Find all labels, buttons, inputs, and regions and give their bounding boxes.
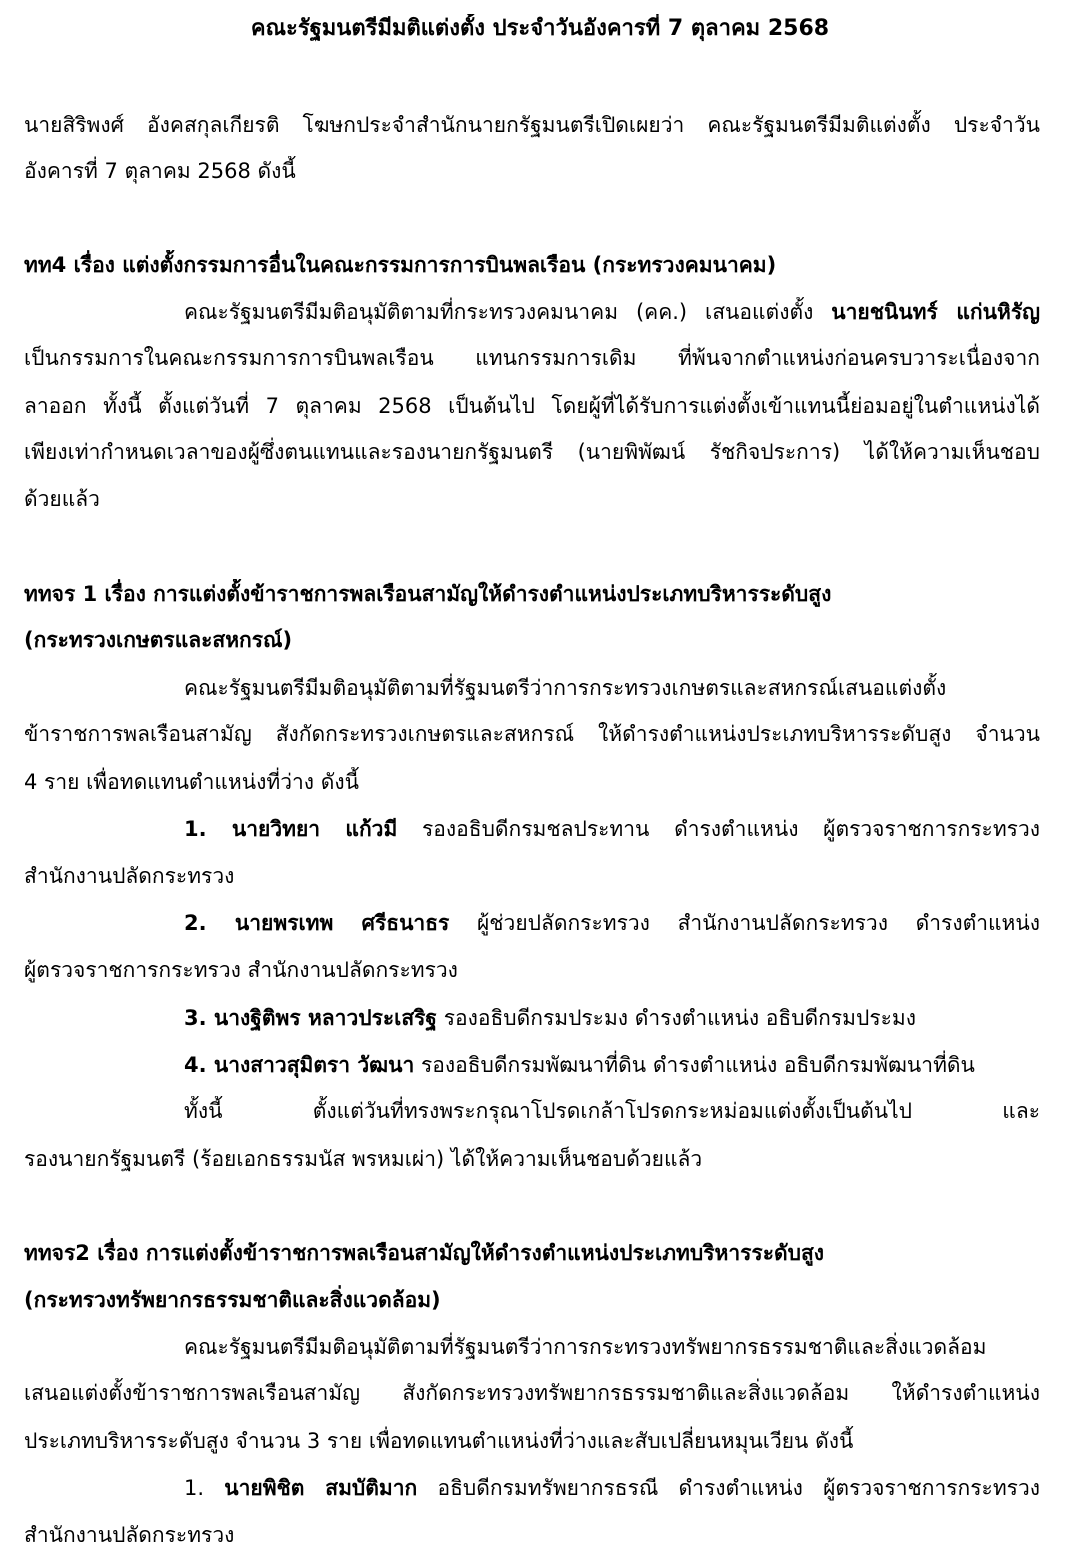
section2-item-2-text: ผู้ช่วยปลัดกระทรวง สำนักงานปลัดกระทรวง ดำรงตำแหน่ง: [449, 911, 1040, 935]
document-title: คณะรัฐมนตรีมีมติแต่งตั้ง ประจำวันอังคารที่ 7 ตุลาคม 2568: [250, 16, 830, 41]
section3-heading-line-2: (กระทรวงทรัพยากรธรรมชาติและสิ่งแวดล้อม): [24, 1288, 441, 1312]
section2-item-1: [184, 814, 1040, 844]
section1-heading: ทท4 เรื่อง แต่งตั้งกรรมการอื่นในคณะกรรมการการบินพลเรือน (กระทรวงคมนาคม): [24, 253, 777, 277]
section3-item-1-number: 1.: [184, 1476, 225, 1500]
section1-appointee-name: นายชนินทร์ แก่นหิรัญ: [831, 300, 1040, 324]
section2-heading-line-2: (กระทรวงเกษตรและสหกรณ์): [24, 628, 293, 652]
section2-item-1-name: 1. นายวิทยา แก้วมี: [184, 817, 398, 841]
section1-para-line-5: ด้วยแล้ว: [24, 487, 100, 511]
section2-item-4: [184, 1050, 1040, 1080]
section3-para-line-2: เสนอแต่งตั้งข้าราชการพลเรือนสามัญ สังกัดกระทรวงทรัพยากรธรรมชาติและสิ่งแวดล้อม ให้ดำรงตำแหน่ง: [24, 1381, 1040, 1405]
section1-para-line-3: ลาออก ทั้งนี้ ตั้งแต่วันที่ 7 ตุลาคม 2568 เป็นต้นไป โดยผู้ที่ได้รับการแต่งตั้งเข้าแทนนี้ย่อมอยู่ในตำแหน่งได้: [24, 394, 1040, 418]
section3-item-1: [184, 1473, 1040, 1503]
section2-closing-line-1: ทั้งนี้ ตั้งแต่วันที่ทรงพระกรุณาโปรดเกล้าโปรดกระหม่อมแต่งตั้งเป็นต้นไป และ: [184, 1099, 1040, 1123]
section2-item-2-line-2: ผู้ตรวจราชการกระทรวง สำนักงานปลัดกระทรวง: [24, 958, 458, 982]
section1-para-line-2: เป็นกรรมการในคณะกรรมการการบินพลเรือน แทนกรรมการเดิม ที่พ้นจากตำแหน่งก่อนครบวาระเนื่องจาก: [24, 346, 1040, 370]
section2-item-3-name: 3. นางฐิติพร หลาวประเสริฐ: [184, 1006, 438, 1030]
section3-item-1-text: อธิบดีกรมทรัพยากรธรณี ดำรงตำแหน่ง ผู้ตรวจราชการกระทรวง: [417, 1476, 1040, 1500]
section2-item-3: [184, 1003, 1040, 1033]
section1-para-line-1: [184, 297, 1040, 327]
section3-para-line-3: ประเภทบริหารระดับสูง จำนวน 3 ราย เพื่อทดแทนตำแหน่งที่ว่างและสับเปลี่ยนหมุนเวียน ดังนี้: [24, 1429, 854, 1453]
section3-item-1-name: นายพิชิต สมบัติมาก: [224, 1476, 418, 1500]
section2-item-2: [184, 908, 1040, 938]
section2-closing-line-2: รองนายกรัฐมนตรี (ร้อยเอกธรรมนัส พรหมเผ่า) ได้ให้ความเห็นชอบด้วยแล้ว: [24, 1147, 703, 1171]
section2-heading-line-1: ททจร 1 เรื่อง การแต่งตั้งข้าราชการพลเรือนสามัญให้ดำรงตำแหน่งประเภทบริหารระดับสูง: [24, 582, 832, 606]
section3-heading-line-1: ททจร2 เรื่อง การแต่งตั้งข้าราชการพลเรือนสามัญให้ดำรงตำแหน่งประเภทบริหารระดับสูง: [24, 1241, 825, 1265]
section2-item-1-line-2: สำนักงานปลัดกระทรวง: [24, 864, 235, 888]
section2-para-line-2: ข้าราชการพลเรือนสามัญ สังกัดกระทรวงเกษตรและสหกรณ์ ให้ดำรงตำแหน่งประเภทบริหารระดับสูง จำนวน: [24, 722, 1040, 746]
section3-para-line-1: คณะรัฐมนตรีมีมติอนุมัติตามที่รัฐมนตรีว่าการกระทรวงทรัพยากรธรรมชาติและสิ่งแวดล้อม: [184, 1335, 987, 1359]
section2-para-line-1: คณะรัฐมนตรีมีมติอนุมัติตามที่รัฐมนตรีว่าการกระทรวงเกษตรและสหกรณ์เสนอแต่งตั้ง: [184, 676, 947, 700]
section2-item-1-text: รองอธิบดีกรมชลประทาน ดำรงตำแหน่ง ผู้ตรวจราชการกระทรวง: [397, 817, 1040, 841]
section2-item-3-text: รองอธิบดีกรมประมง ดำรงตำแหน่ง อธิบดีกรมประมง: [437, 1006, 917, 1030]
section2-para-line-3: 4 ราย เพื่อทดแทนตำแหน่งที่ว่าง ดังนี้: [24, 770, 359, 794]
section3-item-1-line-2: สำนักงานปลัดกระทรวง: [24, 1523, 235, 1547]
intro-line-2: อังคารที่ 7 ตุลาคม 2568 ดังนี้: [24, 159, 296, 183]
section1-para-line-4: เพียงเท่ากำหนดเวลาของผู้ซึ่งตนแทนและรองนายกรัฐมนตรี (นายพิพัฒน์ รัชกิจประการ) ได้ให้ความเห็นชอบ: [24, 440, 1040, 464]
intro-line-1: นายสิริพงศ์ อังคสกุลเกียรติ โฆษกประจำสำนักนายกรัฐมนตรีเปิดเผยว่า คณะรัฐมนตรีมีมติแต่งตั้ง ประจำวัน: [24, 113, 1040, 137]
section2-item-4-text: รองอธิบดีกรมพัฒนาที่ดิน ดำรงตำแหน่ง อธิบดีกรมพัฒนาที่ดิน: [414, 1053, 975, 1077]
section2-item-4-name: 4. นางสาวสุมิตรา วัฒนา: [184, 1053, 415, 1077]
section1-para-text: คณะรัฐมนตรีมีมติอนุมัติตามที่กระทรวงคมนาคม (คค.) เสนอแต่งตั้ง: [184, 300, 832, 324]
section2-item-2-name: 2. นายพรเทพ ศรีธนาธร: [184, 911, 450, 935]
